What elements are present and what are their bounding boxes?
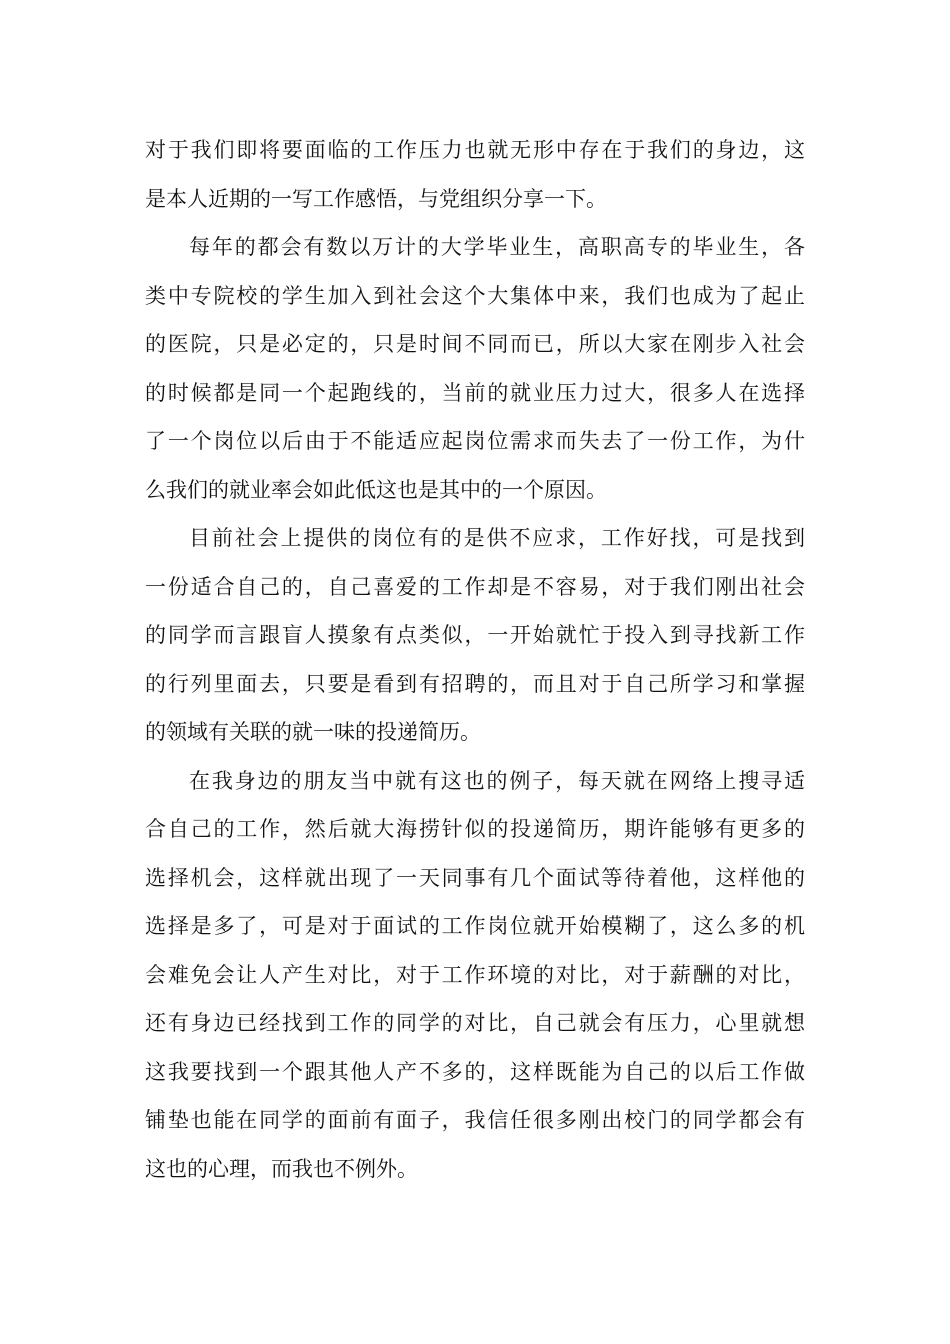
text-line: 的领域有关联的就一味的投递简历。 <box>145 720 481 744</box>
text-line: 会难免会让人产生对比，对于工作环境的对比，对于薪酬的对比， <box>145 962 805 987</box>
text-line: 类中专院校的学生加入到社会这个大集体中来，我们也成为了起止 <box>145 283 805 308</box>
text-line: 么我们的就业率会如此低这也是其中的一个原因。 <box>145 477 607 502</box>
text-line: 还有身边已经找到工作的同学的对比，自己就会有压力，心里就想 <box>145 1011 805 1035</box>
document-body <box>145 126 805 1193</box>
text-line: 这也的心理，而我也不例外。 <box>145 1156 418 1181</box>
text-line: 是本人近期的一写工作感悟，与党组织分享一下。 <box>145 186 607 211</box>
paragraph-3 <box>145 514 805 757</box>
text-line: 选择是多了，可是对于面试的工作岗位就开始模糊了，这么多的机 <box>145 914 805 938</box>
text-line: 的同学而言跟盲人摸象有点类似，一开始就忙于投入到寻找新工作 <box>145 623 805 647</box>
text-line: 对于我们即将要面临的工作压力也就无形中存在于我们的身边，这 <box>145 138 805 162</box>
text-line: 每年的都会有数以万计的大学毕业生，高职高专的毕业生，各 <box>189 235 805 259</box>
text-line: 的医院，只是必定的，只是时间不同而已，所以大家在刚步入社会 <box>145 332 805 356</box>
paragraph-4 <box>145 757 805 1194</box>
text-line: 这我要找到一个跟其他人产不多的，这样既能为自己的以后工作做 <box>145 1059 805 1084</box>
text-line: 的时候都是同一个起跑线的，当前的就业压力过大，很多人在选择 <box>145 380 805 405</box>
text-line: 合自己的工作，然后就大海捞针似的投递简历，期许能够有更多的 <box>145 817 805 841</box>
text-line: 选择机会，这样就出现了一天同事有几个面试等待着他，这样他的 <box>145 865 805 890</box>
text-line: 铺垫也能在同学的面前有面子，我信任很多刚出校门的同学都会有 <box>145 1108 805 1132</box>
text-line: 一份适合自己的，自己喜爱的工作却是不容易，对于我们刚出社会 <box>145 574 805 599</box>
text-line: 在我身边的朋友当中就有这也的例子，每天就在网络上搜寻适 <box>189 768 805 793</box>
text-line: 目前社会上提供的岗位有的是供不应求，工作好找，可是找到 <box>189 526 805 550</box>
paragraph-2 <box>145 223 805 514</box>
text-line: 了一个岗位以后由于不能适应起岗位需求而失去了一份工作，为什 <box>145 429 805 453</box>
text-line: 的行列里面去，只要是看到有招聘的，而且对于自己所学习和掌握 <box>145 671 805 696</box>
paragraph-1 <box>145 126 805 223</box>
